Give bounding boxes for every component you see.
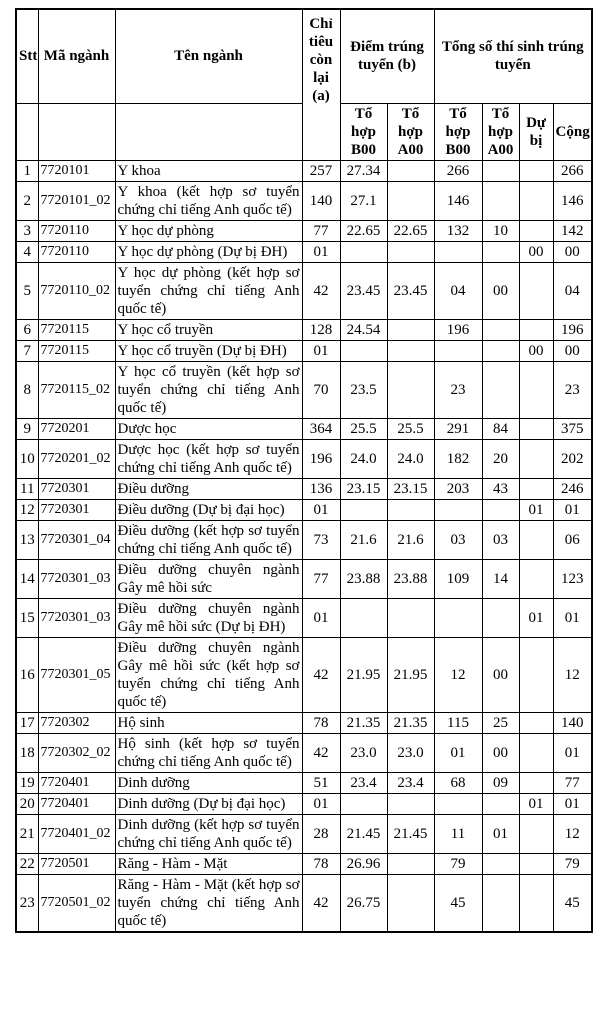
- reserve-cell: [519, 361, 553, 418]
- score-b00-cell: 22.65: [340, 220, 387, 241]
- count-b00-cell: [434, 499, 482, 520]
- score-b00-cell: 23.15: [340, 478, 387, 499]
- count-b00-cell: 04: [434, 262, 482, 319]
- count-b00-cell: [434, 340, 482, 361]
- count-b00-cell: 146: [434, 181, 482, 220]
- quota-cell: 78: [302, 712, 340, 733]
- count-b00-cell: 68: [434, 772, 482, 793]
- score-a00-cell: 22.65: [387, 220, 434, 241]
- table-row: [16, 598, 592, 637]
- table-row: [16, 340, 592, 361]
- stt-cell: 11: [16, 478, 38, 499]
- table-row: [16, 853, 592, 874]
- major-name-cell: Y học cổ truyền: [115, 319, 302, 340]
- table-row: [16, 559, 592, 598]
- count-b00-cell: 266: [434, 160, 482, 181]
- count-a00-cell: [482, 160, 519, 181]
- stt-cell: 9: [16, 418, 38, 439]
- count-b00-cell: 79: [434, 853, 482, 874]
- major-code-cell: 7720401: [38, 772, 115, 793]
- major-name-cell: Y học dự phòng (kết hợp sơ tuyển chứng chỉ tiếng Anh quốc tế): [115, 262, 302, 319]
- major-name-cell: Dược học: [115, 418, 302, 439]
- count-a00-cell: [482, 319, 519, 340]
- major-name-cell: Y khoa (kết hợp sơ tuyển chứng chỉ tiếng Anh quốc tế): [115, 181, 302, 220]
- quota-cell: 77: [302, 559, 340, 598]
- total-cell: 23: [553, 361, 592, 418]
- score-b00-cell: [340, 598, 387, 637]
- score-a00-cell: [387, 499, 434, 520]
- quota-cell: 01: [302, 598, 340, 637]
- col-header-diem-trung-tuyen: Điểm trúng tuyển (b): [340, 9, 434, 103]
- major-name-cell: Hộ sinh (kết hợp sơ tuyển chứng chỉ tiếng Anh quốc tế): [115, 733, 302, 772]
- stt-cell: 13: [16, 520, 38, 559]
- stt-cell: 18: [16, 733, 38, 772]
- stt-cell: 2: [16, 181, 38, 220]
- reserve-cell: [519, 262, 553, 319]
- score-b00-cell: 23.0: [340, 733, 387, 772]
- stt-cell: 19: [16, 772, 38, 793]
- major-code-cell: 7720115_02: [38, 361, 115, 418]
- quota-cell: 42: [302, 733, 340, 772]
- total-cell: 246: [553, 478, 592, 499]
- score-a00-cell: [387, 853, 434, 874]
- reserve-cell: [519, 439, 553, 478]
- quota-cell: 136: [302, 478, 340, 499]
- table-row: [16, 520, 592, 559]
- total-cell: 202: [553, 439, 592, 478]
- total-cell: 12: [553, 814, 592, 853]
- score-a00-cell: [387, 598, 434, 637]
- stt-cell: 12: [16, 499, 38, 520]
- stt-cell: 14: [16, 559, 38, 598]
- stt-cell: 8: [16, 361, 38, 418]
- col-header-score-to-hop-b00: Tổ hợp B00: [340, 103, 387, 160]
- reserve-cell: [519, 520, 553, 559]
- score-a00-cell: [387, 340, 434, 361]
- total-cell: 375: [553, 418, 592, 439]
- score-b00-cell: 21.6: [340, 520, 387, 559]
- col-header-stt-spacer: [16, 103, 38, 160]
- quota-cell: 01: [302, 499, 340, 520]
- quota-cell: 42: [302, 262, 340, 319]
- reserve-cell: [519, 874, 553, 932]
- count-b00-cell: [434, 241, 482, 262]
- total-cell: 00: [553, 241, 592, 262]
- count-b00-cell: 182: [434, 439, 482, 478]
- count-a00-cell: [482, 361, 519, 418]
- count-b00-cell: 196: [434, 319, 482, 340]
- major-code-cell: 7720110: [38, 220, 115, 241]
- count-b00-cell: 11: [434, 814, 482, 853]
- count-a00-cell: 84: [482, 418, 519, 439]
- table-row: [16, 637, 592, 712]
- total-cell: 140: [553, 712, 592, 733]
- total-cell: 04: [553, 262, 592, 319]
- total-cell: 45: [553, 874, 592, 932]
- reserve-cell: [519, 853, 553, 874]
- col-header-chi-tieu: Chỉ tiêu còn lại (a): [302, 9, 340, 160]
- reserve-cell: [519, 559, 553, 598]
- col-header-ma-nganh: Mã ngành: [38, 9, 115, 103]
- col-header-cong: Cộng: [553, 103, 592, 160]
- count-b00-cell: 01: [434, 733, 482, 772]
- quota-cell: 196: [302, 439, 340, 478]
- score-a00-cell: [387, 181, 434, 220]
- table-row: [16, 418, 592, 439]
- score-a00-cell: 21.35: [387, 712, 434, 733]
- count-a00-cell: [482, 340, 519, 361]
- major-code-cell: 7720301: [38, 478, 115, 499]
- quota-cell: 28: [302, 814, 340, 853]
- count-a00-cell: 00: [482, 637, 519, 712]
- score-b00-cell: 26.96: [340, 853, 387, 874]
- quota-cell: 364: [302, 418, 340, 439]
- major-code-cell: 7720101: [38, 160, 115, 181]
- total-cell: 196: [553, 319, 592, 340]
- major-code-cell: 7720301_04: [38, 520, 115, 559]
- stt-cell: 5: [16, 262, 38, 319]
- major-code-cell: 7720115: [38, 319, 115, 340]
- score-b00-cell: 23.88: [340, 559, 387, 598]
- col-header-tong-so-thi-sinh: Tổng số thí sinh trúng tuyển: [434, 9, 592, 103]
- quota-cell: 42: [302, 874, 340, 932]
- major-name-cell: Điều dưỡng chuyên ngành Gây mê hồi sức: [115, 559, 302, 598]
- count-a00-cell: [482, 853, 519, 874]
- total-cell: 266: [553, 160, 592, 181]
- count-a00-cell: [482, 499, 519, 520]
- reserve-cell: 00: [519, 340, 553, 361]
- stt-cell: 6: [16, 319, 38, 340]
- major-code-cell: 7720110: [38, 241, 115, 262]
- major-name-cell: Dược học (kết hợp sơ tuyển chứng chỉ tiếng Anh quốc tế): [115, 439, 302, 478]
- major-name-cell: Y học dự phòng (Dự bị ĐH): [115, 241, 302, 262]
- count-a00-cell: 43: [482, 478, 519, 499]
- count-b00-cell: 291: [434, 418, 482, 439]
- col-header-count-to-hop-a00: Tổ hợp A00: [482, 103, 519, 160]
- score-b00-cell: [340, 241, 387, 262]
- count-b00-cell: 109: [434, 559, 482, 598]
- score-a00-cell: 21.45: [387, 814, 434, 853]
- major-code-cell: 7720501_02: [38, 874, 115, 932]
- quota-cell: 70: [302, 361, 340, 418]
- score-b00-cell: [340, 499, 387, 520]
- table-row: [16, 478, 592, 499]
- stt-cell: 4: [16, 241, 38, 262]
- major-name-cell: Răng - Hàm - Mặt (kết hợp sơ tuyển chứng chỉ tiếng Anh quốc tế): [115, 874, 302, 932]
- score-a00-cell: 23.88: [387, 559, 434, 598]
- major-code-cell: 7720201: [38, 418, 115, 439]
- stt-cell: 10: [16, 439, 38, 478]
- col-header-ma-nganh-spacer: [38, 103, 115, 160]
- reserve-cell: 01: [519, 793, 553, 814]
- score-a00-cell: 21.95: [387, 637, 434, 712]
- table-row: [16, 361, 592, 418]
- score-b00-cell: 23.5: [340, 361, 387, 418]
- total-cell: 01: [553, 499, 592, 520]
- reserve-cell: 01: [519, 499, 553, 520]
- major-code-cell: 7720302: [38, 712, 115, 733]
- major-code-cell: 7720115: [38, 340, 115, 361]
- total-cell: 01: [553, 598, 592, 637]
- count-a00-cell: 25: [482, 712, 519, 733]
- count-b00-cell: 132: [434, 220, 482, 241]
- count-a00-cell: [482, 793, 519, 814]
- total-cell: 12: [553, 637, 592, 712]
- total-cell: 146: [553, 181, 592, 220]
- col-header-count-to-hop-b00: Tổ hợp B00: [434, 103, 482, 160]
- table-header: [16, 9, 592, 160]
- table-row: [16, 793, 592, 814]
- major-name-cell: Y học cổ truyền (kết hợp sơ tuyển chứng chỉ tiếng Anh quốc tế): [115, 361, 302, 418]
- stt-cell: 21: [16, 814, 38, 853]
- table-row: [16, 160, 592, 181]
- count-a00-cell: [482, 598, 519, 637]
- major-code-cell: 7720301_03: [38, 559, 115, 598]
- stt-cell: 20: [16, 793, 38, 814]
- stt-cell: 1: [16, 160, 38, 181]
- major-name-cell: Điều dưỡng chuyên ngành Gây mê hồi sức (kết hợp sơ tuyển chứng chỉ tiếng Anh quốc tế): [115, 637, 302, 712]
- stt-cell: 7: [16, 340, 38, 361]
- major-code-cell: 7720501: [38, 853, 115, 874]
- count-b00-cell: [434, 793, 482, 814]
- total-cell: 00: [553, 340, 592, 361]
- score-a00-cell: 23.45: [387, 262, 434, 319]
- major-name-cell: Dinh dưỡng: [115, 772, 302, 793]
- score-a00-cell: [387, 793, 434, 814]
- score-a00-cell: 23.0: [387, 733, 434, 772]
- major-code-cell: 7720301_05: [38, 637, 115, 712]
- table-body: [16, 160, 592, 932]
- reserve-cell: [519, 478, 553, 499]
- score-a00-cell: [387, 874, 434, 932]
- count-a00-cell: 10: [482, 220, 519, 241]
- score-b00-cell: 21.95: [340, 637, 387, 712]
- reserve-cell: [519, 733, 553, 772]
- col-header-stt: Stt: [16, 9, 38, 103]
- score-a00-cell: [387, 241, 434, 262]
- admission-results-table: [15, 8, 593, 933]
- quota-cell: 128: [302, 319, 340, 340]
- quota-cell: 140: [302, 181, 340, 220]
- table-row: [16, 439, 592, 478]
- major-code-cell: 7720302_02: [38, 733, 115, 772]
- table-row: [16, 220, 592, 241]
- score-a00-cell: [387, 361, 434, 418]
- stt-cell: 3: [16, 220, 38, 241]
- count-a00-cell: 03: [482, 520, 519, 559]
- score-a00-cell: [387, 319, 434, 340]
- count-b00-cell: 45: [434, 874, 482, 932]
- total-cell: 142: [553, 220, 592, 241]
- quota-cell: 01: [302, 340, 340, 361]
- major-name-cell: Điều dưỡng chuyên ngành Gây mê hồi sức (Dự bị ĐH): [115, 598, 302, 637]
- major-name-cell: Điều dưỡng (Dự bị đại học): [115, 499, 302, 520]
- total-cell: 06: [553, 520, 592, 559]
- score-a00-cell: 21.6: [387, 520, 434, 559]
- total-cell: 01: [553, 733, 592, 772]
- score-b00-cell: 23.45: [340, 262, 387, 319]
- col-header-score-to-hop-a00: Tổ hợp A00: [387, 103, 434, 160]
- table-row: [16, 262, 592, 319]
- major-code-cell: 7720301: [38, 499, 115, 520]
- reserve-cell: [519, 220, 553, 241]
- reserve-cell: 01: [519, 598, 553, 637]
- score-b00-cell: 24.54: [340, 319, 387, 340]
- score-b00-cell: 23.4: [340, 772, 387, 793]
- table-row: [16, 733, 592, 772]
- stt-cell: 15: [16, 598, 38, 637]
- major-name-cell: Điều dưỡng: [115, 478, 302, 499]
- total-cell: 123: [553, 559, 592, 598]
- score-b00-cell: 24.0: [340, 439, 387, 478]
- major-code-cell: 7720301_03: [38, 598, 115, 637]
- col-header-du-bi: Dự bị: [519, 103, 553, 160]
- score-a00-cell: 23.15: [387, 478, 434, 499]
- quota-cell: 78: [302, 853, 340, 874]
- count-b00-cell: 115: [434, 712, 482, 733]
- stt-cell: 22: [16, 853, 38, 874]
- quota-cell: 01: [302, 241, 340, 262]
- count-a00-cell: 14: [482, 559, 519, 598]
- header-row-1: [16, 9, 592, 103]
- score-b00-cell: 26.75: [340, 874, 387, 932]
- score-b00-cell: 27.1: [340, 181, 387, 220]
- table-row: [16, 499, 592, 520]
- reserve-cell: [519, 319, 553, 340]
- table-row: [16, 241, 592, 262]
- count-a00-cell: 00: [482, 733, 519, 772]
- reserve-cell: [519, 814, 553, 853]
- count-b00-cell: [434, 598, 482, 637]
- table-row: [16, 319, 592, 340]
- score-b00-cell: [340, 793, 387, 814]
- score-a00-cell: 25.5: [387, 418, 434, 439]
- table-row: [16, 772, 592, 793]
- total-cell: 01: [553, 793, 592, 814]
- count-a00-cell: [482, 874, 519, 932]
- major-name-cell: Y học cổ truyền (Dự bị ĐH): [115, 340, 302, 361]
- total-cell: 79: [553, 853, 592, 874]
- col-header-ten-nganh-spacer: [115, 103, 302, 160]
- major-name-cell: Hộ sinh: [115, 712, 302, 733]
- count-a00-cell: 09: [482, 772, 519, 793]
- quota-cell: 77: [302, 220, 340, 241]
- major-name-cell: Dinh dưỡng (kết hợp sơ tuyển chứng chỉ tiếng Anh quốc tế): [115, 814, 302, 853]
- quota-cell: 257: [302, 160, 340, 181]
- count-b00-cell: 203: [434, 478, 482, 499]
- score-b00-cell: 27.34: [340, 160, 387, 181]
- reserve-cell: [519, 418, 553, 439]
- major-code-cell: 7720201_02: [38, 439, 115, 478]
- count-a00-cell: [482, 181, 519, 220]
- major-name-cell: Điều dưỡng (kết hợp sơ tuyển chứng chỉ tiếng Anh quốc tế): [115, 520, 302, 559]
- score-b00-cell: 21.45: [340, 814, 387, 853]
- reserve-cell: [519, 712, 553, 733]
- quota-cell: 01: [302, 793, 340, 814]
- quota-cell: 51: [302, 772, 340, 793]
- count-a00-cell: 00: [482, 262, 519, 319]
- reserve-cell: [519, 772, 553, 793]
- stt-cell: 16: [16, 637, 38, 712]
- major-code-cell: 7720401: [38, 793, 115, 814]
- reserve-cell: [519, 637, 553, 712]
- stt-cell: 23: [16, 874, 38, 932]
- score-b00-cell: [340, 340, 387, 361]
- score-a00-cell: 24.0: [387, 439, 434, 478]
- reserve-cell: 00: [519, 241, 553, 262]
- col-header-ten-nganh: Tên ngành: [115, 9, 302, 103]
- count-a00-cell: 01: [482, 814, 519, 853]
- reserve-cell: [519, 160, 553, 181]
- major-code-cell: 7720110_02: [38, 262, 115, 319]
- count-a00-cell: 20: [482, 439, 519, 478]
- count-b00-cell: 23: [434, 361, 482, 418]
- quota-cell: 42: [302, 637, 340, 712]
- table-row: [16, 712, 592, 733]
- table-row: [16, 181, 592, 220]
- stt-cell: 17: [16, 712, 38, 733]
- quota-cell: 73: [302, 520, 340, 559]
- count-a00-cell: [482, 241, 519, 262]
- major-name-cell: Y khoa: [115, 160, 302, 181]
- count-b00-cell: 12: [434, 637, 482, 712]
- reserve-cell: [519, 181, 553, 220]
- major-name-cell: Dinh dưỡng (Dự bị đại học): [115, 793, 302, 814]
- table-row: [16, 814, 592, 853]
- table-row: [16, 874, 592, 932]
- score-a00-cell: [387, 160, 434, 181]
- total-cell: 77: [553, 772, 592, 793]
- major-code-cell: 7720101_02: [38, 181, 115, 220]
- count-b00-cell: 03: [434, 520, 482, 559]
- major-name-cell: Răng - Hàm - Mặt: [115, 853, 302, 874]
- score-a00-cell: 23.4: [387, 772, 434, 793]
- score-b00-cell: 21.35: [340, 712, 387, 733]
- score-b00-cell: 25.5: [340, 418, 387, 439]
- major-name-cell: Y học dự phòng: [115, 220, 302, 241]
- major-code-cell: 7720401_02: [38, 814, 115, 853]
